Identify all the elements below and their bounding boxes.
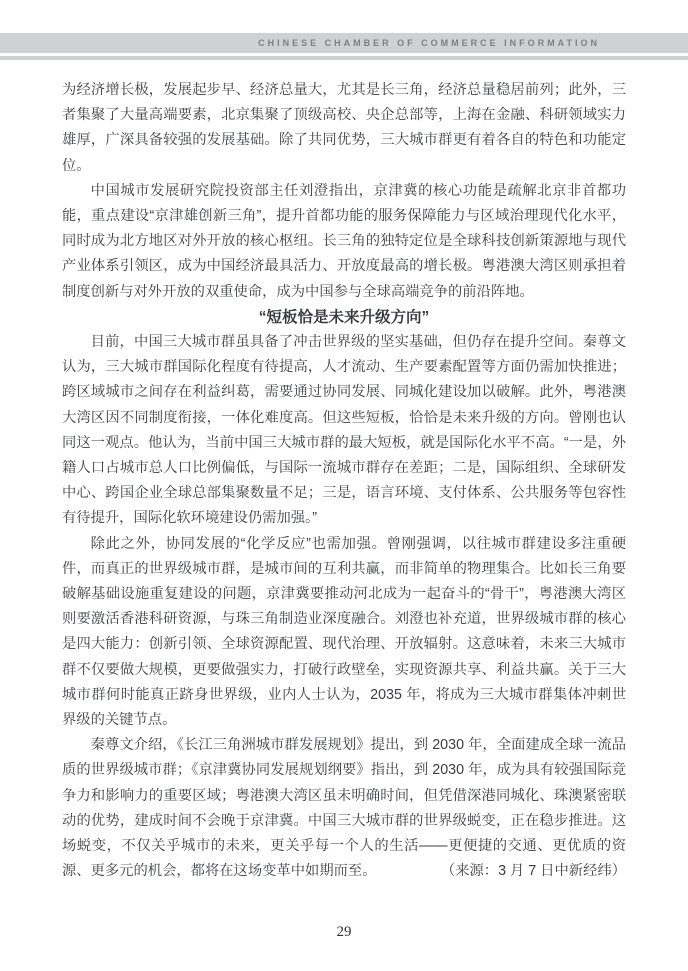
header-divider-line bbox=[0, 56, 688, 60]
paragraph-plans-outlook-text: 秦尊文介绍，《长江三角洲城市群发展规划》提出，到 2030 年，全面建成全球一流品质的世界级城市群；《京津冀协同发展规划纲要》指出，到 2030 年，成为具有较强国际竞争力和影响力的重要区域；粤港澳大湾区虽未明确时间，但凭借深港同城化、珠澳紧密联动的优势，建成时间不会晚于京津冀。中国三大城市群的世界级蜕变，正在稳步推进。这场蜕变，不仅关乎城市的未来，更关乎每一个人的生活——更便捷的交通、更优质的资源、更多元的机会，都将在这场变革中如期而至。 bbox=[62, 737, 626, 880]
article-body bbox=[62, 78, 626, 885]
source-note: （来源：3 月 7 日中新经纬） bbox=[440, 863, 626, 880]
paragraph-chemical-reaction: 除此之外，协同发展的“化学反应”也需加强。曾刚强调，以往城市群建设多注重硬件，而真正的世界级城市群，是城市间的互利共赢，而非简单的物理集合。比如长三角要破解基础设施重复建设的问题，京津冀要推动河北成为一起奋斗的“骨干”，粤港澳大湾区则要激活香港科研资源，与珠三角制造业深度融合。刘澄也补充道，世界级城市群的核心是四大能力：创新引领、全球资源配置、现代治理、开放辐射。这意味着，未来三大城市群不仅要做大规模，更要做强实力，打破行政壁垒，实现资源共享、利益共赢。关于三大城市群何时能真正跻身世界级，业内人士认为，2035 年，将成为三大城市群集体冲刺世界级的关键节点。 bbox=[62, 535, 626, 729]
page-number: 29 bbox=[336, 924, 352, 940]
section-heading: “短板恰是未来升级方向” bbox=[258, 308, 430, 326]
paragraph-expert-positioning: 中国城市发展研究院投资部主任刘澄指出，京津冀的核心功能是疏解北京非首都功能，重点建设“京津雄创新三角”，提升首都功能的服务保障能力与区域治理现代化水平，同时成为北方地区对外开放的核心枢纽。长三角的独特定位是全球科技创新策源地与现代产业体系引领区，成为中国经济最具活力、开放度最高的增长极。粤港澳大湾区则承担着制度创新与对外开放的双重使命，成为中国参与全球高端竞争的前沿阵地。 bbox=[62, 182, 626, 300]
paragraph-shortboards: 目前，中国三大城市群虽具备了冲击世界级的坚实基础，但仍存在提升空间。秦尊文认为，三大城市群国际化程度有待提高，人才流动、生产要素配置等方面仍需加快推进；跨区域城市之间存在利益纠葛，需要通过协同发展、同城化建设加以破解。此外，粤港澳大湾区因不同制度衔接，一体化难度高。但这些短板，恰恰是未来升级的方向。曾刚也认同这一观点。他认为，当前中国三大城市群的最大短板，就是国际化水平不高。“一是，外籍人口占城市总人口比例偏低，与国际一流城市群存在差距；二是，国际组织、全球研发中心、跨国企业全球总部集聚数量不足；三是，语言环境、支付体系、公共服务等包容性有待提升，国际化软环境建设仍需加强。” bbox=[62, 334, 626, 527]
paragraph-continuation: 为经济增长极，发展起步早、经济总量大，尤其是长三角，经济总量稳居前列；此外，三者集聚了大量高端要素，北京集聚了顶级高校、央企总部等，上海在金融、科研领域实力雄厚，广深具备较强的发展基础。除了共同优势，三大城市群更有着各自的特色和功能定位。 bbox=[62, 82, 626, 174]
header-banner-title: CHINESE CHAMBER OF COMMERCE INFORMATION bbox=[258, 38, 600, 48]
paragraph-plans-outlook bbox=[62, 733, 626, 884]
header-banner bbox=[0, 33, 688, 53]
